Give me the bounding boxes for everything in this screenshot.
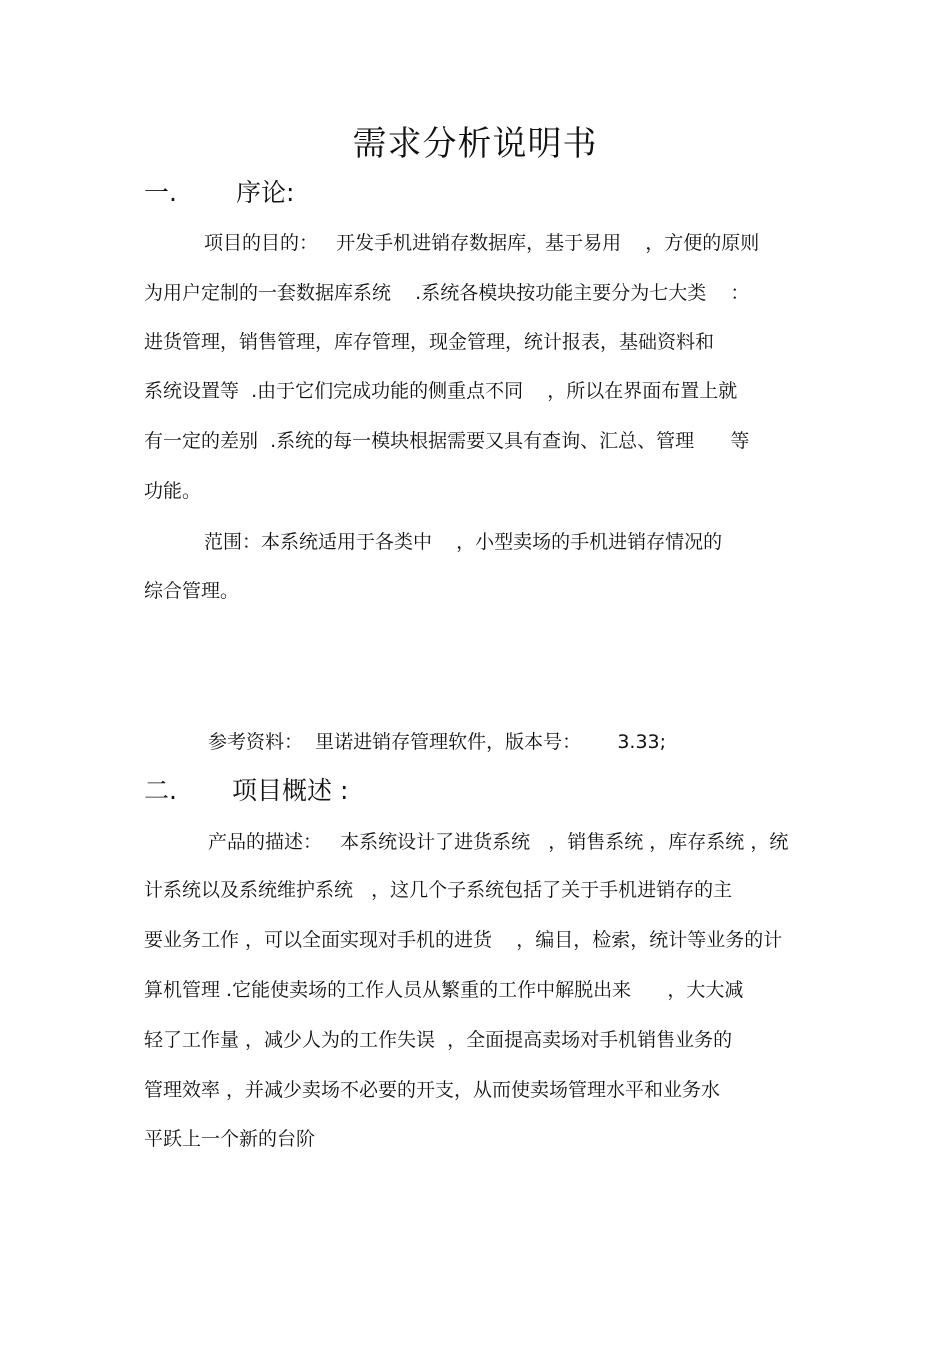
purpose-line: 有一定的差别 .系统的每一模块根据需要又具有查询、汇总、管理 等 [144, 430, 750, 452]
purpose-line: 为用户定制的一套数据库系统 .系统各模块按功能主要分为七大类 ： [144, 282, 750, 304]
scope-line: 综合管理。 [144, 580, 240, 602]
purpose-line: 功能。 [144, 480, 202, 502]
section1-title: 序论: [236, 178, 295, 207]
description-line: 算机管理 .它能使卖场的工作人员从繁重的工作中解脱出来 ，大大减 [144, 979, 744, 1001]
scope-line: 范围：本系统适用于各类中 ，小型卖场的手机进销存情况的 [204, 531, 723, 553]
reference-line: 参考资料： 里诺进销存管理软件，版本号： 3.33; [208, 731, 667, 753]
document-title: 需求分析说明书 [352, 124, 598, 164]
section1-number: 一. [144, 178, 177, 207]
section2-title: 项目概述 : [232, 776, 349, 805]
section1-heading [144, 176, 344, 210]
description-line: 管理效率 ，并减少卖场不必要的开支，从而使卖场管理水平和业务水 [144, 1079, 721, 1101]
purpose-line: 进货管理，销售管理，库存管理，现金管理，统计报表，基础资料和 [144, 331, 715, 353]
description-line: 轻了工作量 ，减少人为的工作失误 ，全面提高卖场对手机销售业务的 [144, 1029, 733, 1051]
purpose-line: 系统设置等 .由于它们完成功能的侧重点不同 ，所以在界面布置上就 [144, 380, 738, 402]
purpose-line: 项目的目的： 开发手机进销存数据库，基于易用 ，方便的原则 [204, 232, 760, 254]
description-line: 要业务工作 ，可以全面实现对手机的进货 ，编目，检索，统计等业务的计 [144, 929, 783, 951]
description-line: 平跃上一个新的台阶 [144, 1128, 316, 1150]
section2-heading [144, 774, 404, 808]
description-line: 产品的描述： 本系统设计了进货系统 ，销售系统 ，库存系统 ，统 [208, 831, 789, 853]
description-line: 计系统以及系统维护系统 ，这几个子系统包括了关于手机进销存的主 [144, 879, 733, 901]
section2-number: 二. [144, 776, 177, 805]
